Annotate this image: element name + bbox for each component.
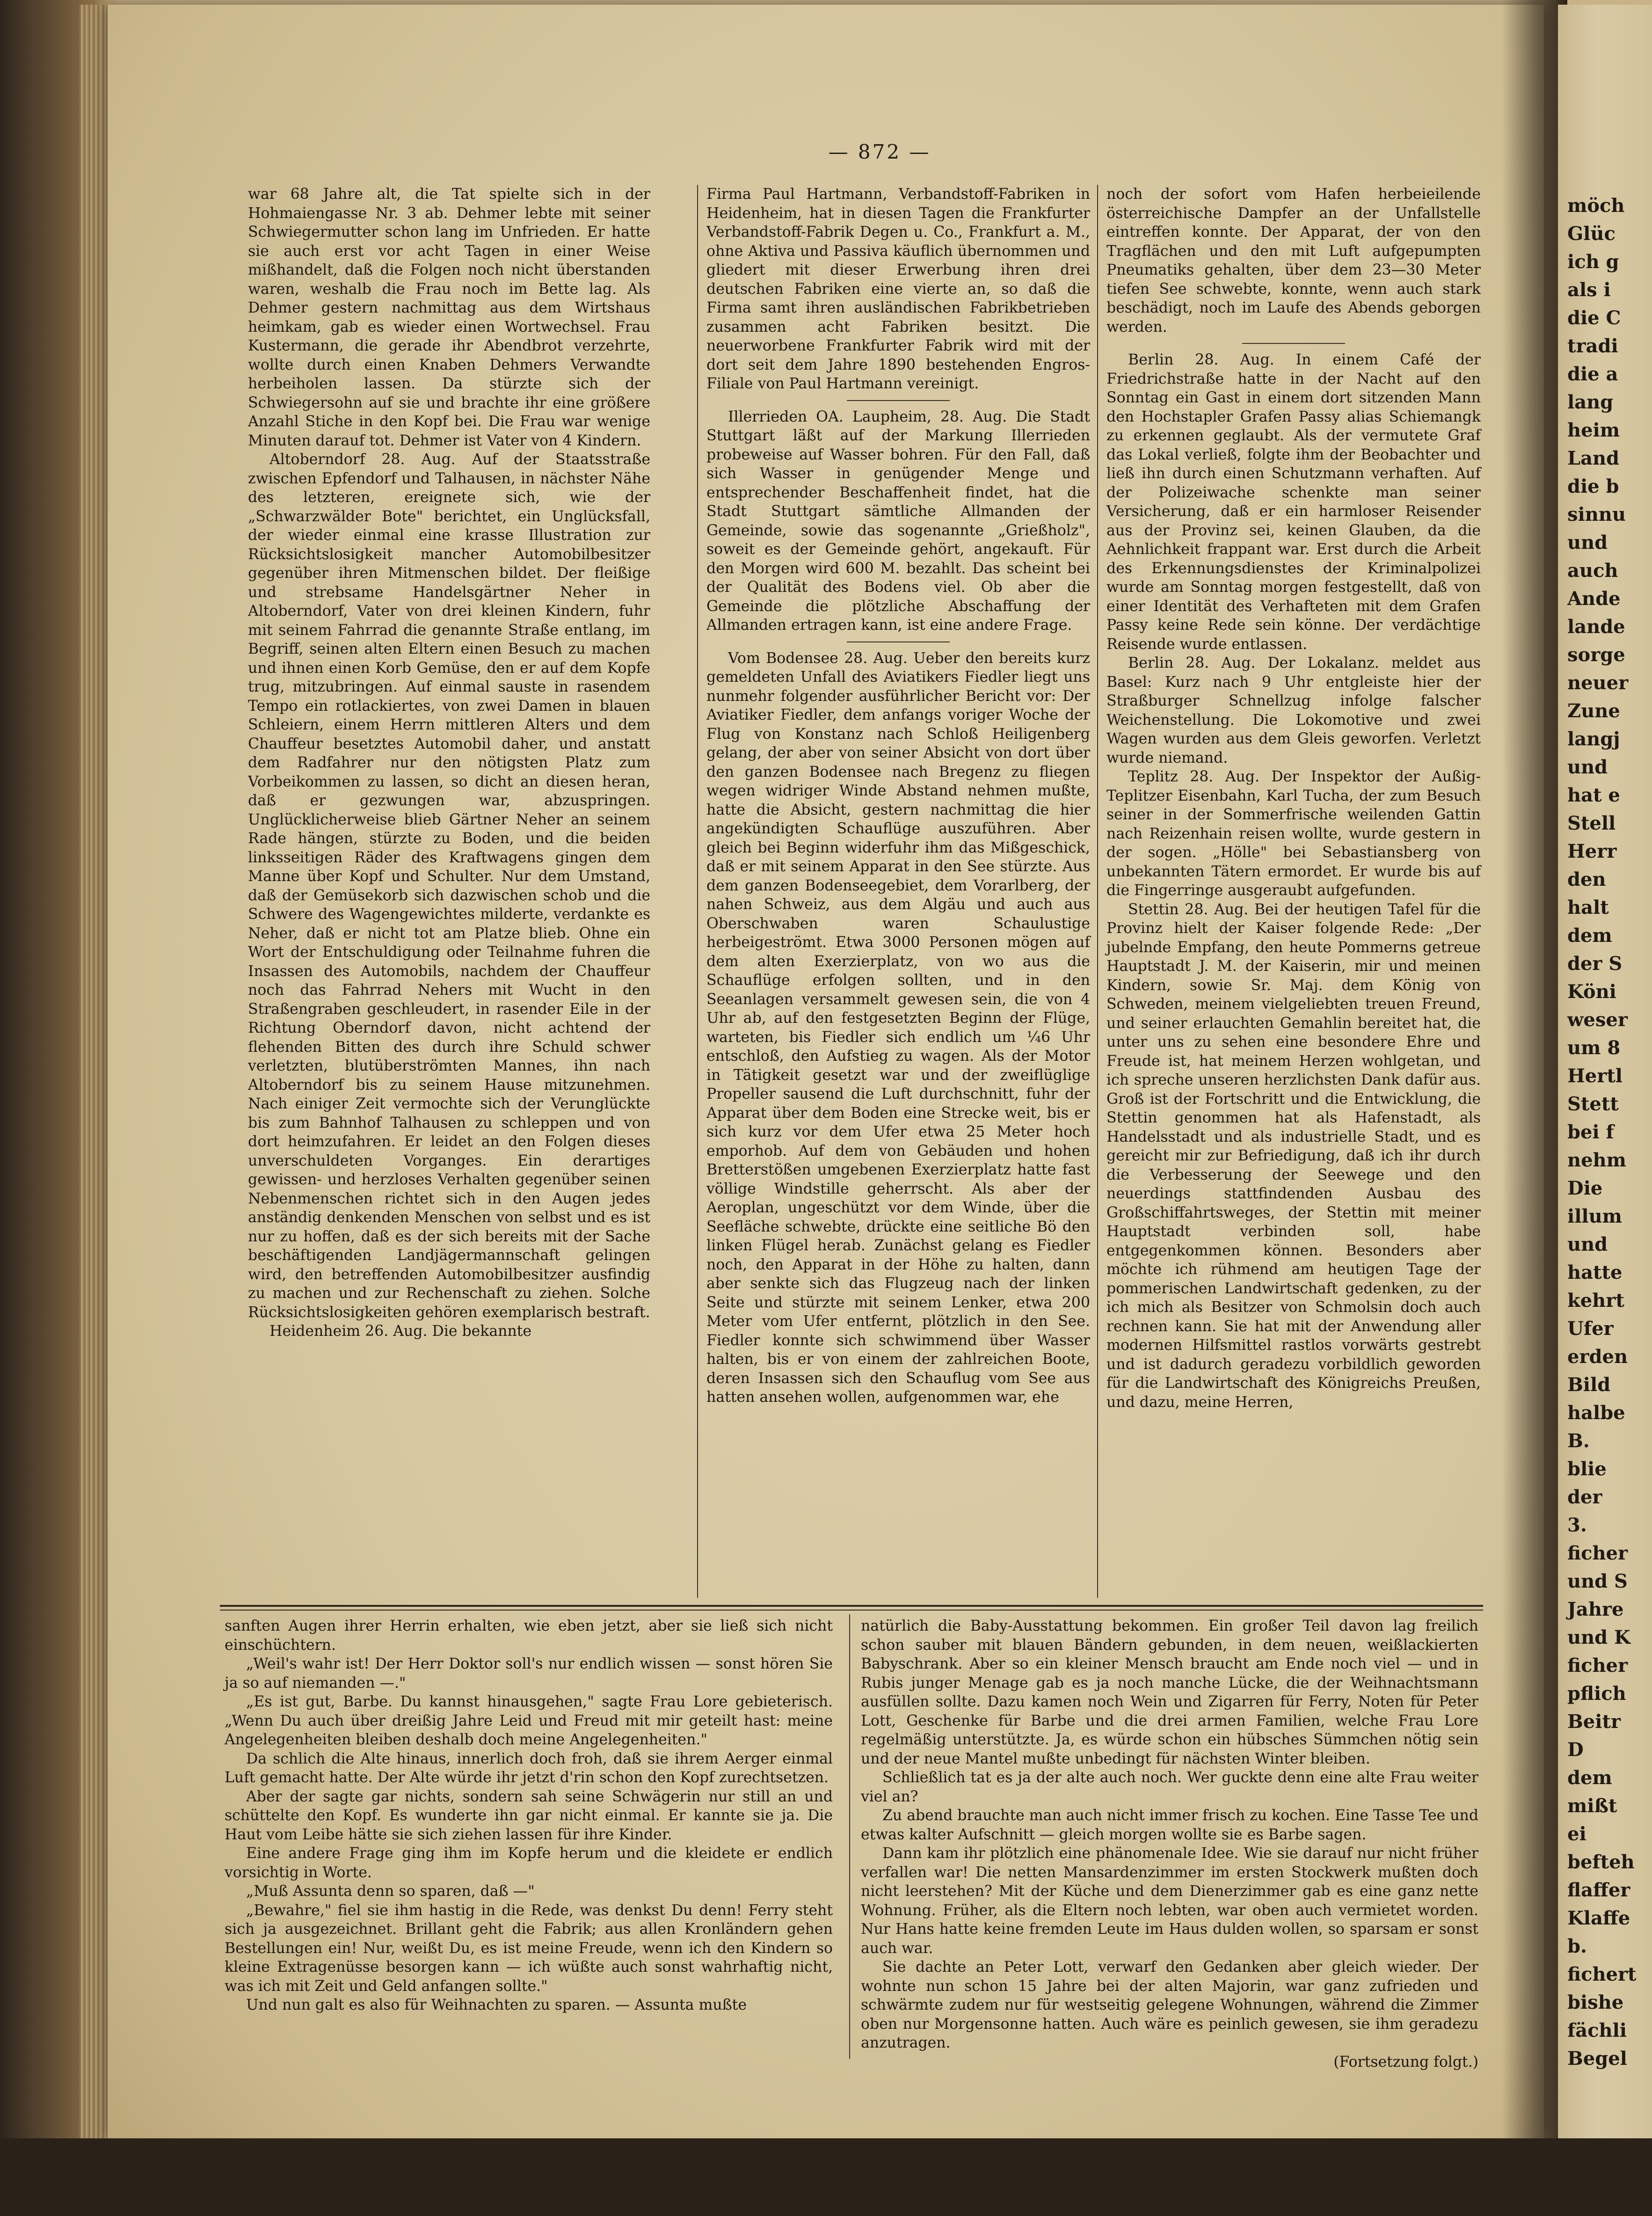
next-page-text-fragment: ei	[1567, 1823, 1587, 1845]
next-page-text-fragment: Jahre	[1567, 1598, 1624, 1620]
next-page-text-fragment: blie	[1567, 1458, 1607, 1480]
feuilleton-rule	[220, 1605, 1483, 1607]
next-page-text-fragment: Bild	[1567, 1374, 1611, 1396]
news-column-1	[248, 185, 650, 1341]
next-page-text-fragment: bishe	[1567, 1991, 1624, 2013]
story-paragraph: Aber der sagte gar nichts, sondern sah seine Schwägerin nur still an und schüttelte den Kopf. Es wunderte ihn gar nicht einmal. Er kannte sie ja. Die Haut vom Leibe hätte sie sich ziehen lassen für ihre Kinder.	[225, 1788, 833, 1843]
news-paragraph: Berlin 28. Aug. Der Lokalanz. meldet aus Basel: Kurz nach 9 Uhr entgleiste hier der Straßburger Schnellzug infolge falscher Weichenstellung. Die Lokomotive und zwei Wagen wurden aus dem Gleis geworfen. Verletzt wurde niemand.	[1106, 655, 1481, 766]
next-page-text-fragment: und	[1567, 1233, 1608, 1255]
next-page-text-fragment: nehm	[1567, 1149, 1626, 1171]
next-page-text-fragment: Stell	[1567, 812, 1616, 834]
next-page-text-fragment: Ufer	[1567, 1318, 1614, 1340]
next-page-text-fragment: lande	[1567, 616, 1625, 638]
next-page-fragment	[1558, 5, 1652, 2204]
next-page-text-fragment: um 8	[1567, 1037, 1621, 1059]
next-page-text-fragment: neuer	[1567, 672, 1629, 694]
next-page-text-fragment: Köni	[1567, 981, 1616, 1003]
next-page-text-fragment: heim	[1567, 419, 1620, 441]
section-divider	[847, 641, 950, 642]
news-paragraph: noch der sofort vom Hafen herbeieilende österreichische Dampfer an der Unfallstelle eintreffen konnte. Der Apparat, der von den Tragflächen und den mit Luft aufgepumpten Pneumatiks gehalten, über dem 23—30 Meter tiefen See schwebte, konnte, wenn auch stark beschädigt, noch im Laufe des Abends geborgen werden.	[1106, 186, 1481, 335]
news-paragraph: Vom Bodensee 28. Aug. Ueber den bereits kurz gemeldeten Unfall des Aviatikers Fiedler liegt uns nunmehr folgender ausführlicher Bericht vor: Der Aviatiker Fiedler, dem anfangs voriger Woche der Flug von Konstanz nach Schloß Heiligenberg gelang, der aber von seiner Absicht von dort über den ganzen Bodensee nach Bregenz zu fliegen wegen widriger Winde Abstand nehmen mußte, hatte die Absicht, gestern nachmittag die hier angekündigten Schauflüge auszuführen. Aber gleich bei Beginn widerfuhr ihm das Mißgeschick, daß er mit seinem Apparat in den See stürzte. Aus dem ganzen Bodenseegebiet, dem Vorarlberg, der nahen Schweiz, aus dem Algäu und auch aus Oberschwaben waren Schaulustige herbeigeströmt. Etwa 3000 Personen mögen auf dem alten Exerzierplatz, von wo aus die Schauflüge erfolgen sollten, und in den Seeanlagen versammelt gewesen sein, die von 4 Uhr ab, auf den festgesetzten Beginn der Flüge, warteten, bis Fiedler sich endlich um ¼6 Uhr entschloß, den Aufstieg zu wagen. Als der Motor in Tätigkeit gesetzt war und der zweiflüglige Propeller sausend die Luft durchschnitt, fuhr der Apparat über dem Boden eine Strecke weit, bis er sich kurz vor dem Ufer etwa 25 Meter hoch emporhob. Auf dem von Gebäuden und hohen Bretterstößen umgebenen Exerzierplatz hatte fast völlige Windstille geherrscht. Als aber der Aeroplan, ungeschützt vor dem Winde, über die Seefläche schwebte, drückte eine seitliche Bö den linken Flügel herab. Zunächst gelang es Fiedler noch, den Apparat in der Höhe zu halten, dann aber senkte sich das Flugzeug nach der linken Seite und stürzte mit seinem Lenker, etwa 200 Meter vom Ufer entfernt, plötzlich in den See. Fiedler konnte sich schwimmend über Wasser halten, bis er von einem der zahlreichen Boote, deren Insassen sich den Schauflug vom See aus hatten ansehen wollen, aufgenommen war, ehe	[706, 649, 1090, 1406]
next-page-text-fragment: kehrt	[1567, 1290, 1624, 1312]
next-page-text-fragment: ficher	[1567, 1542, 1628, 1564]
next-page-text-fragment: die a	[1567, 363, 1618, 385]
story-paragraph: Da schlich die Alte hinaus, innerlich doch froh, daß sie ihrem Aerger einmal Luft gemacht hatte. Der Alte würde ihr jetzt d'rin schon den Kopf zurechtsetzen.	[225, 1750, 833, 1786]
next-page-text-fragment: befteh	[1567, 1851, 1635, 1873]
next-page-text-fragment: erden	[1567, 1346, 1628, 1368]
feuilleton-column-1	[225, 1617, 833, 2015]
next-page-text-fragment: Ande	[1567, 588, 1621, 610]
next-page-text-fragment: die C	[1567, 307, 1621, 329]
next-page-text-fragment: und S	[1567, 1570, 1628, 1592]
next-page-text-fragment: den	[1567, 868, 1606, 890]
next-page-text-fragment: und	[1567, 756, 1608, 778]
next-page-text-fragment: dem	[1567, 1767, 1612, 1789]
next-page-text-fragment: Hertl	[1567, 1065, 1623, 1087]
next-page-text-fragment: bei f	[1567, 1121, 1614, 1143]
news-paragraph: Firma Paul Hartmann, Verbandstoff-Fabriken in Heidenheim, hat in diesen Tagen die Frankfurter Verbandstoff-Fabrik Degen u. Co., Frankfurt a. M., ohne Aktiva und Passiva käuflich übernommen und gliedert mit dieser Erwerbung ihren drei deutschen Fabriken eine vierte an, so daß die Firma samt ihren ausländischen Fabrikbetrieben zusammen acht Fabriken besitzt. Die neuerworbene Frankfurter Fabrik wird mit der dort seit dem Jahre 1890 bestehenden Engros-Filiale von Paul Hartmann vereinigt.	[706, 186, 1090, 392]
news-paragraph: Teplitz 28. Aug. Der Inspektor der Außig-Teplitzer Eisenbahn, Karl Tucha, der zum Besuch seiner in der Sommerfrische weilenden Gattin nach Reizenhain reisen wollte, wurde gestern in der sogen. „Hölle" bei Sebastiansberg von unbekannten Tätern ermordet. Er wurde bis auf die Fingerringe ausgeraubt aufgefunden.	[1106, 768, 1481, 899]
story-paragraph: Schließlich tat es ja der alte auch noch. Wer guckte denn eine alte Frau weiter viel an?	[861, 1769, 1478, 1805]
story-paragraph: „Weil's wahr ist! Der Herr Doktor soll's nur endlich wissen — sonst hören Sie ja so auf niemanden —."	[225, 1655, 833, 1691]
next-page-text-fragment: halt	[1567, 897, 1609, 918]
next-page-text-fragment: auch	[1567, 560, 1618, 582]
next-page-text-fragment: die b	[1567, 475, 1619, 497]
next-page-text-fragment: hatte	[1567, 1261, 1623, 1283]
story-paragraph: Eine andere Frage ging ihm im Kopfe herum und die kleidete er endlich vorsichtig in Worte.	[225, 1845, 833, 1881]
next-page-text-fragment: Herr	[1567, 840, 1617, 862]
next-page-text-fragment: b.	[1567, 1935, 1587, 1957]
next-page-text-fragment: ich g	[1567, 251, 1619, 273]
next-page-text-fragment: fichert	[1567, 1963, 1637, 1985]
story-paragraph: Sie dachte an Peter Lott, verwarf den Gedanken aber gleich wieder. Der wohnte nun schon 15 Jahre bei der alten Majorin, war ganz zufrieden und schwärmte zudem nur für westseitig gelegene Wohnungen, während die Zimmer oben nur Morgensonne hatten. Auch wäre es peinlich gewesen, sie ihm geradezu anzutragen.	[861, 1959, 1478, 2051]
column-rule	[1097, 185, 1098, 1598]
news-paragraph: Heidenheim 26. Aug. Die bekannte	[269, 1323, 532, 1340]
next-page-text-fragment: möch	[1567, 195, 1625, 217]
news-column-3	[1106, 185, 1481, 1412]
next-page-text-fragment: Stett	[1567, 1093, 1619, 1115]
next-page-text-fragment: lang	[1567, 391, 1614, 413]
section-divider	[847, 400, 950, 401]
news-paragraph: Berlin 28. Aug. In einem Café der Friedrichstraße hatte in der Nacht auf den Sonntag ein Gast in einem dort sitzenden Mann den Hochstapler Grafen Passy alias Schiemangk zu erkennen geglaubt. Als der vermutete Graf das Lokal verließ, folgte ihm der Beobachter und ließ ihn durch einen Schutzmann verhaften. Auf der Polizeiwache schenkte man seiner Versicherung, daß er ein harmloser Reisender aus der Provinz sei, keinen Glauben, da die Aehnlichkeit frappant war. Erst durch die Arbeit des Erkennungsdienstes der Kriminalpolizei wurde am Sonntag morgen festgestellt, daß von einer Identität des Verhafteten mit dem Grafen Passy keine Rede sein könne. Der verdächtige Reisende wurde entlassen.	[1106, 351, 1481, 653]
feuilleton-rule-thin	[220, 1610, 1483, 1611]
section-divider	[1242, 343, 1345, 344]
story-paragraph: „Es ist gut, Barbe. Du kannst hinausgehen," sagte Frau Lore gebieterisch. „Wenn Du auch über dreißig Jahre Leid und Freud mit mir geteilt hast: meine Angelegenheiten bleiben deshalb doch meine Angelegenheiten."	[225, 1693, 833, 1748]
story-paragraph: „Muß Assunta denn so sparen, daß —"	[246, 1883, 535, 1900]
next-page-text-fragment: tradi	[1567, 335, 1618, 357]
news-column-2	[706, 185, 1090, 1407]
next-page-text-fragment: und K	[1567, 1626, 1630, 1648]
next-page-text-fragment: illum	[1567, 1205, 1622, 1227]
story-paragraph: Zu abend brauchte man auch nicht immer frisch zu kochen. Eine Tasse Tee und etwas kalter Aufschnitt — gleich morgen wollte sie es Barbe sagen.	[861, 1807, 1478, 1843]
next-page-text-fragment: weser	[1567, 1009, 1628, 1031]
news-paragraph: war 68 Jahre alt, die Tat spielte sich in der Hohmaiengasse Nr. 3 ab. Dehmer lebte mit seiner Schwiegermutter schon lang im Unfrieden. Er hatte sie auch erst vor acht Tagen in einer Weise mißhandelt, daß die Folgen noch nicht überstanden waren, weshalb die Frau noch im Bette lag. Als Dehmer gestern nachmittag aus dem Wirtshaus heimkam, gab es wieder einen Wortwechsel. Frau Kustermann, die gerade ihr Abendbrot verzehrte, wollte durch einen Knaben Dehmers Verwandte herbeiholen lassen. Da stürzte sich der Schwiegersohn auf sie und brachte ihr eine größere Anzahl Stiche in den Kopf bei. Die Frau war wenige Minuten darauf tot. Dehmer ist Vater von 4 Kindern.	[248, 186, 650, 449]
next-page-text-fragment: D	[1567, 1739, 1584, 1761]
next-page-text-fragment: Die	[1567, 1177, 1603, 1199]
next-page-text-fragment: Begel	[1567, 2048, 1627, 2070]
story-paragraph: Dann kam ihr plötzlich eine phänomenale Idee. Wie sie darauf nur nicht früher verfallen war! Die netten Mansardenzimmer im ersten Stockwerk mußten doch nicht leerstehen? Mit der Küche und dem Dienerzimmer gab es eine ganz nette Wohnung. Früher, als die Eltern noch lebten, war oben auch vermietet worden. Nur Hans hatte keine fremden Leute im Haus dulden wollen, so sparsam er sonst auch war.	[861, 1845, 1478, 1957]
next-page-text-fragment: Land	[1567, 447, 1620, 469]
next-page-text-fragment: sorge	[1567, 644, 1625, 666]
column-rule	[697, 185, 698, 1598]
next-page-text-fragment: flaffer	[1567, 1879, 1630, 1901]
book-gutter-shadow	[1502, 0, 1567, 2216]
story-paragraph: „Bewahre," fiel sie ihm hastig in die Rede, was denkst Du denn! Ferry steht sich ja ausgezeichnet. Brillant geht die Fabrik; aus allen Kronländern gehen Bestellungen ein! Nur, weißt Du, es ist meine Freude, wenn ich den Kindern so kleine Extragenüsse besorgen kann — ich wüßte auch sonst wahrhaftig nicht, was ich mit Zeit und Geld anfangen sollte."	[225, 1902, 833, 1995]
next-page-text-fragment: Beitr	[1567, 1711, 1621, 1733]
next-page-text-fragment: 3.	[1567, 1514, 1587, 1536]
feuilleton-column-2	[861, 1617, 1478, 2071]
next-page-text-fragment: hat e	[1567, 784, 1620, 806]
story-paragraph: sanften Augen ihrer Herrin erhalten, wie eben jetzt, aber sie ließ sich nicht einschüchtern.	[225, 1618, 833, 1654]
next-page-text-fragment: langj	[1567, 728, 1620, 750]
page-number: — 872 —	[828, 140, 931, 163]
continuation-note: (Fortsetzung folgt.)	[1333, 2053, 1478, 2070]
next-page-text-fragment: halbe	[1567, 1402, 1625, 1424]
next-page-text-fragment: Glüc	[1567, 223, 1616, 245]
news-paragraph: Illerrieden OA. Laupheim, 28. Aug. Die Stadt Stuttgart läßt auf der Markung Illerrieden probeweise auf Wasser bohren. Für den Fall, daß sich Wasser in genügender Menge und entsprechender Beschaffenheit findet, hat die Stadt Stuttgart sämtliche Allmanden der Gemeinde, sowie das sogenannte „Grießholz", soweit es der Gemeinde gehört, angekauft. Für den Morgen wird 600 M. bezahlt. Das scheint bei der Qualität des Bodens viel. Ob aber die Gemeinde die plötzliche Abschaffung der Allmanden ertragen kann, ist eine andere Frage.	[706, 408, 1090, 634]
column-rule	[849, 1614, 850, 2059]
next-page-text-fragment: der	[1567, 1486, 1602, 1508]
next-page-text-fragment: pflich	[1567, 1683, 1626, 1705]
next-page-text-fragment: ficher	[1567, 1655, 1628, 1677]
story-paragraph: Und nun galt es also für Weihnachten zu sparen. — Assunta mußte	[246, 1997, 747, 2013]
next-page-text-fragment: B.	[1567, 1430, 1590, 1452]
next-page-text-fragment: mißt	[1567, 1795, 1617, 1817]
news-paragraph: Altoberndorf 28. Aug. Auf der Staatsstraße zwischen Epfendorf und Talhausen, in nächster Nähe des letzteren, ereignete sich, wie der „Schwarzwälder Bote" berichtet, ein Unglücksfall, der wieder einmal eine krasse Illustration zur Rücksichtslosigkeit mancher Automobilbesitzer gegenüber ihren Mitmenschen bildet. Der fleißige und strebsame Handelsgärtner Neher in Altoberndorf, Vater von drei kleinen Kindern, fuhr mit seinem Fahrrad die genannte Straße entlang, im Begriff, seinen alten Eltern einen Besuch zu machen und ihnen einen Korb Gemüse, den er auf dem Kopfe trug, mitzubringen. Auf einmal sauste in rasendem Tempo ein rotlackiertes, von zwei Damen in blauen Schleiern, einem Herrn mittleren Alters und dem Chauffeur besetztes Automobil daher, und anstatt dem Radfahrer nur den nötigsten Platz zum Vorbeikommen zu lassen, so dicht an diesen heran, daß er gezwungen war, abzuspringen. Unglücklicherweise blieb Gärtner Neher an seinem Rade hängen, stürzte zu Boden, und die beiden linksseitigen Räder des Kraftwagens gingen dem Manne über Kopf und Schulter. Nur dem Umstand, daß der Gemüsekorb sich dazwischen schob und die Schwere des Wagengewichtes milderte, verdankte es Neher, daß er nicht tot am Platze blieb. Ohne ein Wort der Entschuldigung oder Teilnahme fuhren die Insassen des Automobils, nachdem der Chauffeur noch das Fahrrad Nehers mit Wucht in den Straßengraben geschleudert, in rasender Eile in der Richtung Oberndorf davon, nicht achtend der flehenden Bitten des durch ihre Schuld schwer verletzten, blutüberströmten Mannes, ihn nach Altoberndorf bis zu seinem Hause mitzunehmen. Nach einiger Zeit vermochte sich der Verunglückte bis zum Bahnhof Talhausen zu schleppen und von dort heimzufahren. Er leidet an den Folgen dieses unverschuldeten Vorganges. Ein derartiges gewissen- und herzloses Verhalten gegenüber seinen Nebenmenschen richtet sich in den Augen jedes anständig denkenden Menschen von selbst und es ist nur zu hoffen, daß es der sich bereits mit der Sache beschäftigenden Landjägermannschaft gelingen wird, den betreffenden Automobilbesitzer ausfindig zu machen und zur Rechenschaft zu ziehen. Solche Rücksichtslosigkeiten gehören exemplarisch bestraft.	[248, 451, 650, 1321]
next-page-text-fragment: Klaffe	[1567, 1907, 1630, 1929]
next-page-text-fragment: und	[1567, 532, 1608, 554]
next-page-text-fragment: dem	[1567, 925, 1612, 947]
scan-bottom-edge	[0, 2138, 1652, 2216]
next-page-text-fragment: fächli	[1567, 2019, 1627, 2041]
next-page-text-fragment: als i	[1567, 279, 1611, 301]
news-paragraph: Stettin 28. Aug. Bei der heutigen Tafel für die Provinz hielt der Kaiser folgende Rede: „Der jubelnde Empfang, den heute Pommerns getreue Hauptstadt J. M. der Kaiserin, mir und meinen Kindern, sowie Sr. Maj. dem König von Schweden, meinem vielgeliebten treuen Freund, und seiner erlauchten Gemahlin bereitet hat, die unter uns zu sehen eine besondere Ehre und Freude ist, hat meinem Herzen wohlgetan, und ich spreche unseren herzlichsten Dank dafür aus. Groß ist der Fortschritt und die Entwicklung, die Stettin genommen hat als Hafenstadt, als Handelsstadt und als industrielle Stadt, und es gereicht mir zur Befriedigung, daß ich ihr durch die Verbesserung der Seewege und den neuerdings stattfindenden Ausbau des Großschiffahrtsweges, der Stettin mit meiner Hauptstadt verbinden soll, habe entgegenkommen können. Besonders aber möchte ich rühmend am heutigen Tage der pommerischen Landwirtschaft gedenken, zu der ich mich als Besitzer von Schmolsin doch auch rechnen kann. Sie hat mit der Anwendung aller modernen Hilfsmittel rastlos vorwärts gestrebt und ist dadurch geradezu vorbildlich geworden für die Landwirtschaft des Königreichs Preußen, und dazu, meine Herren,	[1106, 901, 1481, 1411]
next-page-text-fragment: der S	[1567, 953, 1623, 975]
story-paragraph: natürlich die Baby-Ausstattung bekommen. Ein großer Teil davon lag freilich schon sauber mit blauen Bändern gebunden, in dem neuen, weißlackierten Babyschrank. Aber so ein kleiner Mensch braucht am Ende noch viel — und in Rubis junger Menage gab es ja noch manche Lücke, die der Weihnachtsmann ausfüllen sollte. Dazu kamen noch Wein und Zigarren für Ferry, Noten für Peter Lott, Geschenke für Barbe und die drei armen Familien, welche Frau Lore regelmäßig unterstützte. Ja, es würde schon ein hübsches Sümmchen nötig sein und der neue Mantel mußte unbedingt für nächsten Winter bleiben.	[861, 1618, 1478, 1767]
next-page-text-fragment: Zune	[1567, 700, 1620, 722]
next-page-text-fragment: sinnu	[1567, 503, 1626, 525]
